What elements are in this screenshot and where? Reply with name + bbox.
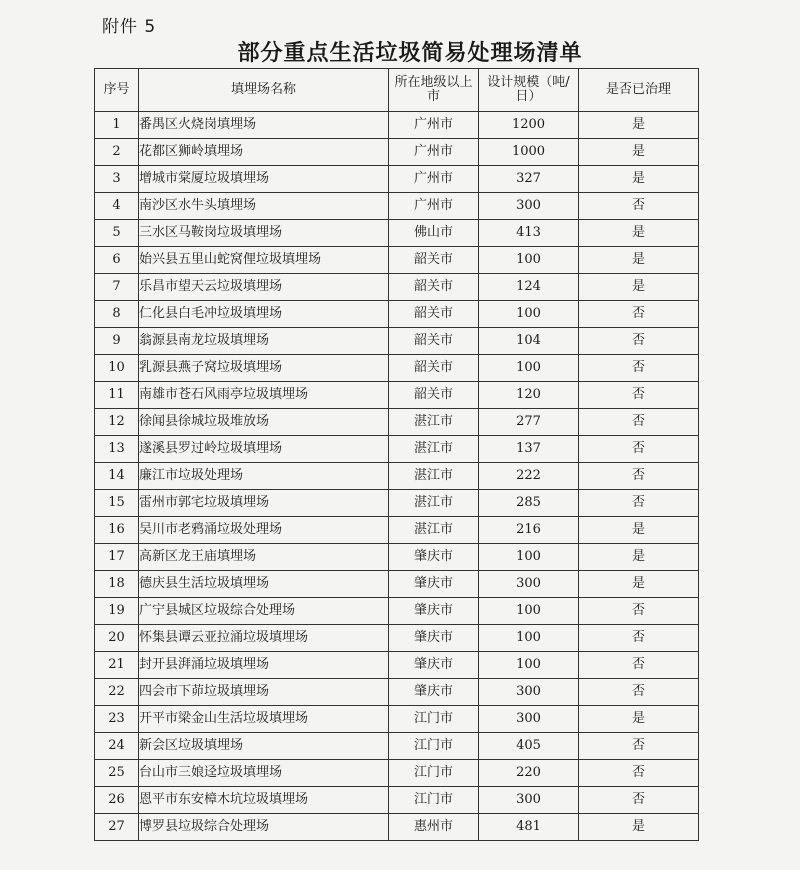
row-name: 始兴县五里山蛇窝俚垃圾填埋场 (139, 247, 389, 274)
row-capacity: 216 (479, 517, 579, 544)
row-name: 台山市三娘迳垃圾填埋场 (139, 760, 389, 787)
row-capacity: 481 (479, 814, 579, 841)
row-capacity: 300 (479, 571, 579, 598)
row-capacity: 327 (479, 166, 579, 193)
table-row (95, 571, 699, 598)
table-row (95, 517, 699, 544)
row-capacity: 100 (479, 652, 579, 679)
row-name: 番禺区火烧岗填埋场 (139, 112, 389, 139)
row-capacity: 100 (479, 598, 579, 625)
row-index: 6 (95, 247, 139, 274)
table-row (95, 733, 699, 760)
row-city: 韶关市 (389, 301, 479, 328)
row-capacity: 1000 (479, 139, 579, 166)
row-city: 江门市 (389, 733, 479, 760)
row-index: 24 (95, 733, 139, 760)
attachment-label: 附件 5 (102, 17, 157, 37)
table-row (95, 706, 699, 733)
row-treated: 是 (579, 166, 699, 193)
table-row (95, 760, 699, 787)
row-index: 9 (95, 328, 139, 355)
row-name: 花都区狮岭填埋场 (139, 139, 389, 166)
row-treated: 否 (579, 463, 699, 490)
row-treated: 否 (579, 733, 699, 760)
row-city: 肇庆市 (389, 652, 479, 679)
row-treated: 否 (579, 382, 699, 409)
table-row (95, 328, 699, 355)
row-capacity: 137 (479, 436, 579, 463)
table-row (95, 679, 699, 706)
row-name: 开平市梁金山生活垃圾填埋场 (139, 706, 389, 733)
row-index: 16 (95, 517, 139, 544)
row-index: 25 (95, 760, 139, 787)
row-name: 徐闻县徐城垃圾堆放场 (139, 409, 389, 436)
row-capacity: 300 (479, 787, 579, 814)
row-treated: 否 (579, 760, 699, 787)
row-treated: 否 (579, 409, 699, 436)
table-row (95, 598, 699, 625)
table-row (95, 652, 699, 679)
row-treated: 否 (579, 652, 699, 679)
table-row (95, 490, 699, 517)
row-city: 湛江市 (389, 517, 479, 544)
table-row (95, 544, 699, 571)
row-index: 26 (95, 787, 139, 814)
row-name: 遂溪县罗过岭垃圾填埋场 (139, 436, 389, 463)
row-city: 广州市 (389, 193, 479, 220)
row-index: 22 (95, 679, 139, 706)
row-index: 15 (95, 490, 139, 517)
table-row (95, 220, 699, 247)
row-treated: 否 (579, 328, 699, 355)
row-index: 18 (95, 571, 139, 598)
row-index: 2 (95, 139, 139, 166)
row-index: 27 (95, 814, 139, 841)
row-index: 13 (95, 436, 139, 463)
row-treated: 是 (579, 220, 699, 247)
row-capacity: 104 (479, 328, 579, 355)
table-row (95, 814, 699, 841)
row-capacity: 124 (479, 274, 579, 301)
row-city: 广州市 (389, 112, 479, 139)
row-city: 肇庆市 (389, 544, 479, 571)
row-city: 广州市 (389, 139, 479, 166)
row-city: 惠州市 (389, 814, 479, 841)
row-name: 怀集县谭云亚拉涌垃圾填埋场 (139, 625, 389, 652)
row-treated: 是 (579, 544, 699, 571)
row-city: 韶关市 (389, 355, 479, 382)
row-city: 江门市 (389, 706, 479, 733)
row-capacity: 220 (479, 760, 579, 787)
row-capacity: 100 (479, 355, 579, 382)
row-treated: 是 (579, 274, 699, 301)
row-name: 新会区垃圾填埋场 (139, 733, 389, 760)
table-row (95, 787, 699, 814)
row-treated: 是 (579, 139, 699, 166)
row-treated: 是 (579, 112, 699, 139)
row-index: 4 (95, 193, 139, 220)
table-row (95, 463, 699, 490)
row-capacity: 300 (479, 193, 579, 220)
row-city: 湛江市 (389, 463, 479, 490)
landfill-table (94, 68, 699, 841)
row-treated: 否 (579, 355, 699, 382)
row-city: 韶关市 (389, 382, 479, 409)
document-title: 部分重点生活垃圾简易处理场清单 (237, 41, 583, 66)
row-name: 三水区马鞍岗垃圾填埋场 (139, 220, 389, 247)
table-body (95, 112, 699, 841)
row-treated: 否 (579, 679, 699, 706)
row-index: 11 (95, 382, 139, 409)
row-index: 14 (95, 463, 139, 490)
row-treated: 是 (579, 706, 699, 733)
row-capacity: 300 (479, 679, 579, 706)
row-treated: 否 (579, 598, 699, 625)
row-capacity: 285 (479, 490, 579, 517)
row-city: 韶关市 (389, 274, 479, 301)
row-treated: 否 (579, 193, 699, 220)
row-treated: 是 (579, 571, 699, 598)
row-city: 肇庆市 (389, 625, 479, 652)
row-capacity: 100 (479, 544, 579, 571)
row-treated: 否 (579, 490, 699, 517)
row-name: 翁源县南龙垃圾填埋场 (139, 328, 389, 355)
row-index: 5 (95, 220, 139, 247)
row-treated: 是 (579, 247, 699, 274)
table-row (95, 436, 699, 463)
row-capacity: 100 (479, 625, 579, 652)
row-name: 博罗县垃圾综合处理场 (139, 814, 389, 841)
row-name: 广宁县城区垃圾综合处理场 (139, 598, 389, 625)
row-capacity: 300 (479, 706, 579, 733)
row-capacity: 277 (479, 409, 579, 436)
row-name: 恩平市东安樟木坑垃圾填埋场 (139, 787, 389, 814)
row-treated: 否 (579, 787, 699, 814)
row-city: 韶关市 (389, 247, 479, 274)
table-row (95, 247, 699, 274)
header-capacity: 设计规模（吨/日） (479, 69, 579, 112)
row-name: 乳源县燕子窝垃圾填埋场 (139, 355, 389, 382)
row-capacity: 405 (479, 733, 579, 760)
table-row (95, 409, 699, 436)
row-city: 湛江市 (389, 409, 479, 436)
row-city: 江门市 (389, 760, 479, 787)
row-index: 3 (95, 166, 139, 193)
row-name: 高新区龙王庙填埋场 (139, 544, 389, 571)
row-capacity: 100 (479, 301, 579, 328)
header-name: 填埋场名称 (139, 69, 389, 112)
row-treated: 是 (579, 517, 699, 544)
row-index: 10 (95, 355, 139, 382)
row-treated: 否 (579, 301, 699, 328)
row-city: 湛江市 (389, 490, 479, 517)
row-index: 7 (95, 274, 139, 301)
row-capacity: 222 (479, 463, 579, 490)
row-name: 封开县湃涌垃圾填埋场 (139, 652, 389, 679)
row-index: 8 (95, 301, 139, 328)
row-index: 21 (95, 652, 139, 679)
row-index: 17 (95, 544, 139, 571)
row-city: 佛山市 (389, 220, 479, 247)
row-name: 南沙区水牛头填埋场 (139, 193, 389, 220)
row-treated: 是 (579, 814, 699, 841)
row-city: 肇庆市 (389, 598, 479, 625)
table-row (95, 139, 699, 166)
row-index: 12 (95, 409, 139, 436)
row-name: 四会市下茆垃圾填埋场 (139, 679, 389, 706)
row-name: 雷州市郭宅垃圾填埋场 (139, 490, 389, 517)
row-capacity: 100 (479, 247, 579, 274)
row-name: 德庆县生活垃圾填埋场 (139, 571, 389, 598)
row-index: 23 (95, 706, 139, 733)
table-row (95, 193, 699, 220)
row-name: 仁化县白毛冲垃圾填埋场 (139, 301, 389, 328)
row-index: 19 (95, 598, 139, 625)
row-city: 广州市 (389, 166, 479, 193)
row-treated: 否 (579, 625, 699, 652)
row-name: 乐昌市望天云垃圾填埋场 (139, 274, 389, 301)
row-city: 韶关市 (389, 328, 479, 355)
table-row (95, 355, 699, 382)
table-row (95, 301, 699, 328)
row-capacity: 120 (479, 382, 579, 409)
row-treated: 否 (579, 436, 699, 463)
row-city: 肇庆市 (389, 571, 479, 598)
row-index: 20 (95, 625, 139, 652)
header-treated: 是否已治理 (579, 69, 699, 112)
table-row (95, 625, 699, 652)
row-index: 1 (95, 112, 139, 139)
row-capacity: 413 (479, 220, 579, 247)
row-capacity: 1200 (479, 112, 579, 139)
table-row (95, 112, 699, 139)
table-row (95, 166, 699, 193)
row-city: 肇庆市 (389, 679, 479, 706)
table-row (95, 382, 699, 409)
row-name: 增城市棠厦垃圾填埋场 (139, 166, 389, 193)
table-header-row (95, 69, 699, 112)
row-name: 廉江市垃圾处理场 (139, 463, 389, 490)
row-city: 江门市 (389, 787, 479, 814)
row-name: 南雄市苍石风雨亭垃圾填埋场 (139, 382, 389, 409)
row-name: 吴川市老鸦涌垃圾处理场 (139, 517, 389, 544)
row-city: 湛江市 (389, 436, 479, 463)
header-index: 序号 (95, 69, 139, 112)
table-row (95, 274, 699, 301)
header-city: 所在地级以上市 (389, 69, 479, 112)
